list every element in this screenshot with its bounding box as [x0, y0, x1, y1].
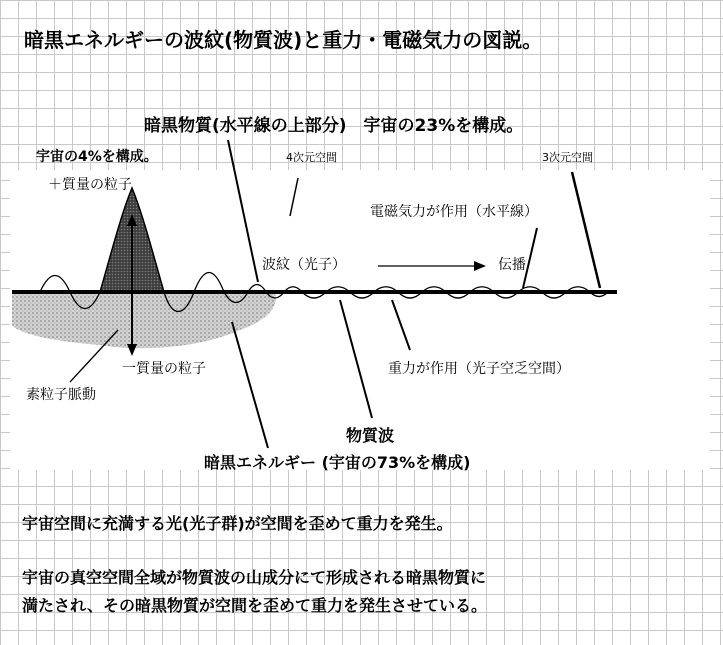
dark-energy-4-label: 宇宙の4%を構成。: [36, 149, 158, 165]
dark-energy-leader: [232, 322, 268, 448]
matter-wave-leader: [340, 300, 372, 418]
dark-matter-leader: [228, 140, 258, 282]
arrow-down-head: [127, 344, 137, 356]
space-3d-label: 3次元空間: [542, 151, 593, 164]
body-line-3: 満たされ、その暗黒物質が空間を歪めて重力を発生させている。: [22, 596, 487, 615]
electromagnetic-label: 電磁気力が作用（水平線）: [370, 204, 538, 220]
page-title: 暗黒エネルギーの波紋(物質波)と重力・電磁気力の図説。: [24, 28, 543, 52]
space-4d-label: 4次元空間: [286, 151, 337, 164]
dark-matter-label: 暗黒物質(水平線の上部分) 宇宙の23%を構成。: [144, 116, 524, 136]
negative-mass-label: 一質量の粒子: [122, 361, 206, 377]
gravity-label: 重力が作用（光子空乏空間）: [388, 361, 570, 377]
propagation-arrowhead: [474, 261, 486, 271]
positive-mass-label: ＋質量の粒子: [48, 177, 132, 193]
matter-wave-label: 物質波: [346, 426, 395, 445]
dark-energy-label: 暗黒エネルギー (宇宙の73%を構成): [204, 453, 471, 472]
body-line-1: 宇宙空間に充満する光(光子群)が空間を歪めて重力を発生。: [22, 514, 453, 533]
ripple-label: 波紋（光子）: [262, 257, 346, 273]
gravity-leader: [392, 300, 410, 350]
body-line-2: 宇宙の真空空間全域が物質波の山成分にて形成される暗黒物質に: [22, 568, 487, 587]
space3-leader: [572, 172, 600, 288]
pulse-label: 素粒子脈動: [26, 387, 96, 403]
space4-leader: [290, 178, 298, 216]
propagation-label: 伝播: [498, 257, 526, 273]
